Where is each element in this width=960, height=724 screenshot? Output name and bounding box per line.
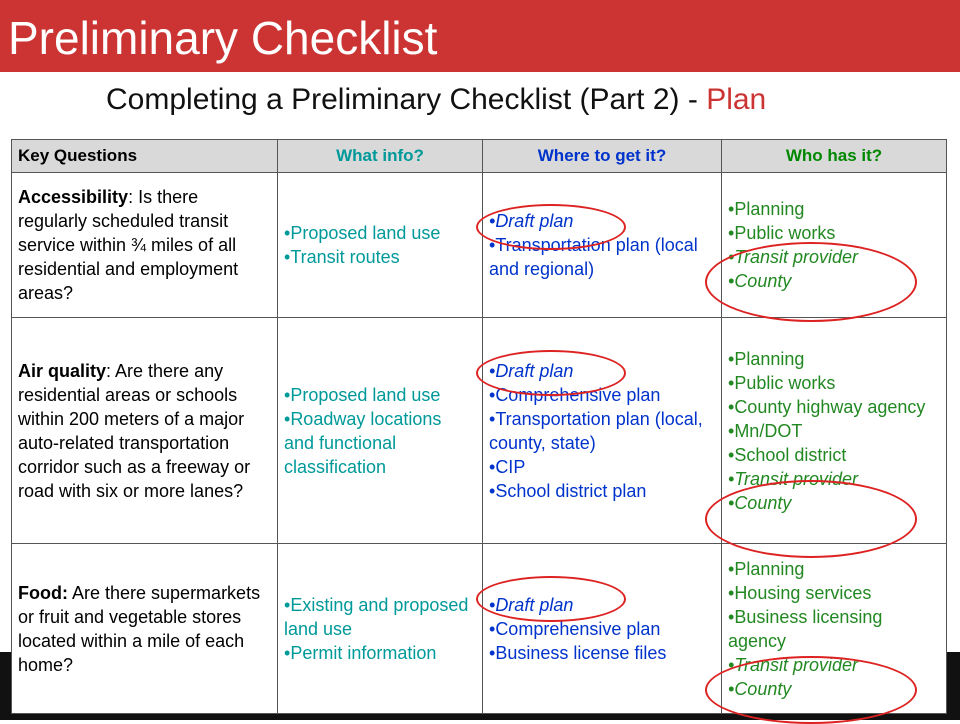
subtitle-main: Completing a Preliminary Checklist (Part 2) - bbox=[106, 83, 707, 116]
table-row bbox=[12, 544, 947, 714]
list-item: • Transportation plan (local and regional) bbox=[489, 233, 715, 281]
list-item: • Transit provider bbox=[728, 467, 940, 491]
list-item: • Public works bbox=[728, 371, 940, 395]
list-item: • Proposed land use bbox=[284, 383, 476, 407]
list-item: • Permit information bbox=[284, 641, 476, 665]
key-question-cell bbox=[12, 173, 278, 318]
list-item: • Planning bbox=[728, 197, 940, 221]
key-question-cell bbox=[12, 318, 278, 544]
list-item: • Planning bbox=[728, 557, 940, 581]
who-cell bbox=[722, 318, 947, 544]
header-what-info: What info? bbox=[278, 140, 483, 173]
list-item: • Draft plan bbox=[489, 209, 715, 233]
header-key-questions: Key Questions bbox=[12, 140, 278, 173]
slide-title: Preliminary Checklist bbox=[8, 12, 438, 64]
list-item: • Mn/DOT bbox=[728, 419, 940, 443]
list-item: • School district bbox=[728, 443, 940, 467]
list-item: • Existing and proposed land use bbox=[284, 593, 476, 641]
list-item: • Business license files bbox=[489, 641, 715, 665]
question-text: Are there supermarkets or fruit and vegetable stores located within a mile of each home? bbox=[18, 582, 261, 675]
list-item: • Draft plan bbox=[489, 359, 715, 383]
list-item: • Draft plan bbox=[489, 593, 715, 617]
header-who-has: Who has it? bbox=[722, 140, 947, 173]
list-item: • Transit provider bbox=[728, 245, 940, 269]
list-item: • Transportation plan (local, county, state) bbox=[489, 407, 715, 455]
question-topic: Food: bbox=[18, 582, 68, 603]
question-topic: Accessibility bbox=[18, 187, 129, 207]
list-item: • Planning bbox=[728, 347, 940, 371]
subtitle-accent: Plan bbox=[706, 83, 767, 116]
table-header-row bbox=[12, 140, 947, 173]
where-cell bbox=[483, 173, 722, 318]
list-item: • CIP bbox=[489, 455, 715, 479]
list-item: • Transit provider bbox=[728, 653, 940, 677]
list-item: • Proposed land use bbox=[284, 221, 476, 245]
where-cell bbox=[483, 318, 722, 544]
info-cell bbox=[278, 318, 483, 544]
list-item: • County highway agency bbox=[728, 395, 940, 419]
question-text: : Are there any residential areas or schools within 200 meters of a major auto-related transportation corridor such as a freeway or road with six or more lanes? bbox=[18, 360, 251, 501]
list-item: • Transit routes bbox=[284, 245, 476, 269]
who-cell bbox=[722, 544, 947, 714]
list-item: • Comprehensive plan bbox=[489, 617, 715, 641]
list-item: • Housing services bbox=[728, 581, 940, 605]
question-topic: Air quality bbox=[18, 360, 107, 381]
checklist-table bbox=[11, 139, 947, 714]
list-item: • County bbox=[728, 491, 940, 515]
list-item: • Business licensing agency bbox=[728, 605, 940, 653]
info-cell bbox=[278, 544, 483, 714]
table-row bbox=[12, 318, 947, 544]
list-item: • Comprehensive plan bbox=[489, 383, 715, 407]
question-text: : Is there regularly scheduled transit service within ¾ miles of all residential and employment areas? bbox=[18, 187, 239, 303]
list-item: • Public works bbox=[728, 221, 940, 245]
where-cell bbox=[483, 544, 722, 714]
list-item: • Roadway locations and functional classification bbox=[284, 407, 476, 479]
slide-subtitle bbox=[106, 80, 766, 120]
who-cell bbox=[722, 173, 947, 318]
header-where-to-get: Where to get it? bbox=[483, 140, 722, 173]
list-item: • County bbox=[728, 677, 940, 701]
info-cell bbox=[278, 173, 483, 318]
table-row bbox=[12, 173, 947, 318]
key-question-cell bbox=[12, 544, 278, 714]
list-item: • County bbox=[728, 269, 940, 293]
list-item: • School district plan bbox=[489, 479, 715, 503]
